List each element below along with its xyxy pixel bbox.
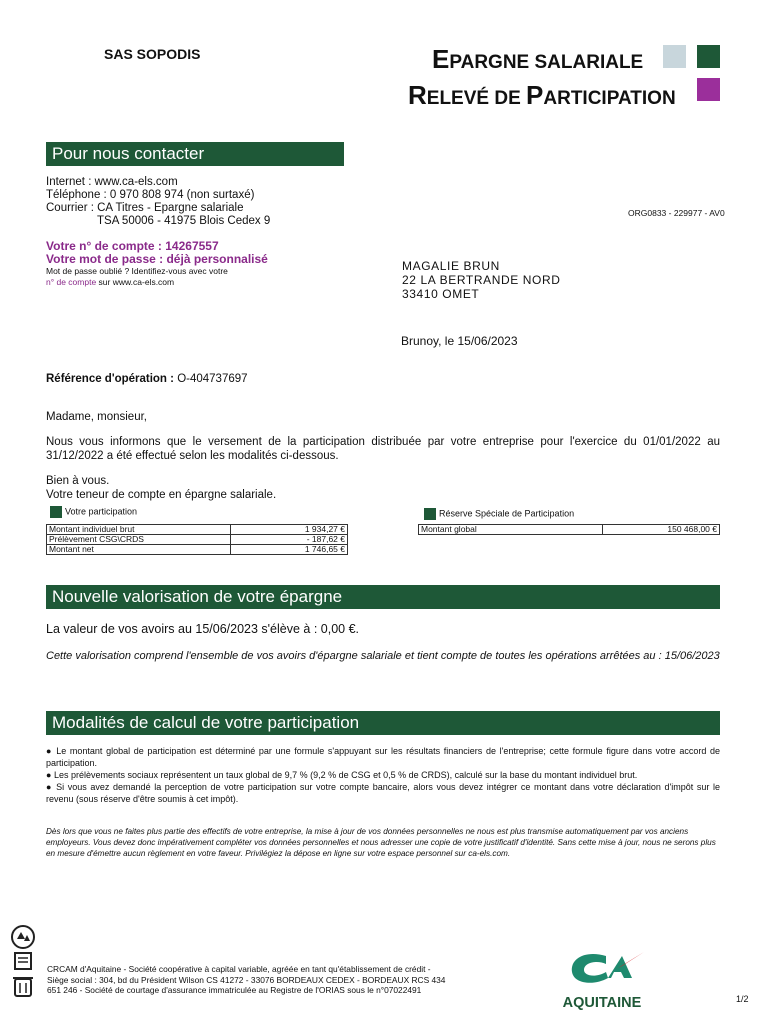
account-number: Votre n° de compte : 14267557 xyxy=(46,239,219,253)
contact-block xyxy=(46,176,270,288)
valorisation-line: La valeur de vos avoirs au 15/06/2023 s'élève à : 0,00 €. xyxy=(46,622,360,636)
participation-row-label: Prélèvement CSG\CRDS xyxy=(47,535,231,545)
footer-line1: CRCAM d'Aquitaine - Société coopérative à capital variable, agréée en tant qu'établissement de crédit - xyxy=(47,964,431,974)
contact-courrier: Courrier : CA Titres - Epargne salariale xyxy=(46,202,244,214)
operation-reference xyxy=(46,372,248,386)
participation-row-label: Montant individuel brut xyxy=(47,525,231,535)
document-title-line2: RELEVÉ DE PARTICIPATION xyxy=(408,80,676,110)
valorisation-note: Cette valorisation comprend l'ensemble de vos avoirs d'épargne salariale et tient compte de toutes les opérations arrêtées au : 15/06/2023 xyxy=(46,650,720,662)
reserve-legend: Réserve Spéciale de Participation xyxy=(424,508,574,520)
participation-row-value: 1 934,27 € xyxy=(231,525,348,535)
modalites-section-title: Modalités de calcul de votre participation xyxy=(52,713,360,732)
page-number: 1/2 xyxy=(736,994,749,1004)
date-line: Brunoy, le 15/06/2023 xyxy=(401,334,518,348)
reserve-label: Montant global xyxy=(419,525,603,535)
reserve-table xyxy=(418,524,720,535)
reserve-value: 150 468,00 € xyxy=(603,525,720,535)
credit-agricole-logo xyxy=(548,948,656,1011)
modalites-bullets xyxy=(46,745,720,805)
valorisation-section-bar xyxy=(46,585,720,609)
contact-internet: Internet : www.ca-els.com xyxy=(46,176,178,188)
bullet-icon: ● xyxy=(46,746,57,756)
letter-closing-2: Votre teneur de compte en épargne salariale. xyxy=(46,489,277,501)
modalites-bullet: ● Les prélèvements sociaux représentent un taux global de 9,7 % (9,2 % de CSG et 0,5 % de CRDS), calculé sur la base du montant individuel brut. xyxy=(46,770,638,780)
table-row xyxy=(47,535,348,545)
document-title-line1: EPARGNE SALARIALE xyxy=(432,44,644,74)
recipient-street: 22 LA BERTRANDE NORD xyxy=(402,273,561,287)
header-square-green xyxy=(697,45,720,68)
footer-line2: Siège social : 304, bd du Président Wilson CS 41272 - 33076 BORDEAUX CEDEX - BORDEAUX RCS 434 xyxy=(47,974,446,985)
recipient-name: MAGALIE BRUN xyxy=(402,259,500,273)
logo-mark-icon xyxy=(548,948,656,992)
table-row xyxy=(47,525,348,535)
contact-section-title: Pour nous contacter xyxy=(52,144,205,163)
contact-section-bar xyxy=(46,142,344,166)
contact-courrier-address: TSA 50006 - 41975 Blois Cedex 9 xyxy=(97,215,271,227)
modalites-bullet: ● Le montant global de participation est déterminé par une formule s'appuyant sur les résultats financiers de l'entreprise; cette formule figure dans votre accord de participation. xyxy=(46,746,721,768)
operation-value: O-404737697 xyxy=(177,373,248,385)
participation-row-value: 1 746,65 € xyxy=(231,545,348,555)
participation-row-label: Montant net xyxy=(47,545,231,555)
recipient-address xyxy=(402,259,561,301)
reserve-legend-square xyxy=(424,508,436,520)
modalites-section-bar xyxy=(46,711,720,735)
forgot-password-line1: Mot de passe oublié ? Identifiez-vous avec votre xyxy=(46,266,228,276)
company-name: SAS SOPODIS xyxy=(104,46,201,62)
letter-greeting: Madame, monsieur, xyxy=(46,411,147,423)
table-row xyxy=(47,545,348,555)
recipient-city: 33410 OMET xyxy=(402,287,480,301)
participation-legend-square xyxy=(50,506,62,518)
footer-legal xyxy=(47,964,445,996)
recycle-icon xyxy=(10,925,36,949)
modalites-bullet: ● Si vous avez demandé la perception de votre participation sur votre compte bancaire, alors vous devez intégrer ce montant dans votre déclaration d'impôt sur le revenu (sous réserve d'être soumis à cet impôt). xyxy=(46,782,721,804)
reference-code: ORG0833 - 229977 - AV0 xyxy=(628,208,725,218)
header-square-purple xyxy=(697,78,720,101)
modalites-italic-note: Dès lors que vous ne faites plus partie des effectifs de votre entreprise, la mise à jour de vos données personnelles ne nous est plus transmise automatiquement par vos anciens employeurs. Vous devez donc impérativement compléter vos données personnelles et nous adresser une copie de votre justificatif d'identité. Sans cette mise à jour, nous ne serons plus en mesure d'émettre aucun règlement en votre faveur. Privilégiez la dépose en ligne sur votre espace personnel sur ca-els.com. xyxy=(46,827,716,858)
participation-row-value: - 187,62 € xyxy=(231,535,348,545)
forgot-password-line2: n° de compte sur www.ca-els.com xyxy=(46,277,175,287)
bullet-icon: ● xyxy=(46,770,54,780)
document-icon xyxy=(10,951,36,971)
letter-paragraph: Nous vous informons que le versement de la participation distribuée par votre entreprise pour l'exercice du 01/01/2022 au 31/12/2022 a été effectué selon les modalités ci-dessous. xyxy=(46,436,720,462)
participation-legend: Votre participation xyxy=(50,506,137,518)
letter-closing-1: Bien à vous. xyxy=(46,475,110,487)
contact-telephone: Téléphone : 0 970 808 974 (non surtaxé) xyxy=(46,189,255,201)
operation-label: Référence d'opération : xyxy=(46,373,178,385)
valorisation-section-title: Nouvelle valorisation de votre épargne xyxy=(52,587,343,606)
logo-text: AQUITAINE xyxy=(562,995,642,1011)
header-square-light xyxy=(663,45,686,68)
trash-bin-icon xyxy=(10,974,36,998)
table-row xyxy=(419,525,720,535)
bullet-icon: ● xyxy=(46,782,57,792)
letter-closing xyxy=(46,474,276,502)
password-status: Votre mot de passe : déjà personnalisé xyxy=(46,252,268,266)
participation-table xyxy=(46,524,348,555)
footer-line3: 651 246 - Société de courtage d'assurance immatriculée au Registre de l'ORIAS sous le n°07022491 xyxy=(47,985,422,995)
